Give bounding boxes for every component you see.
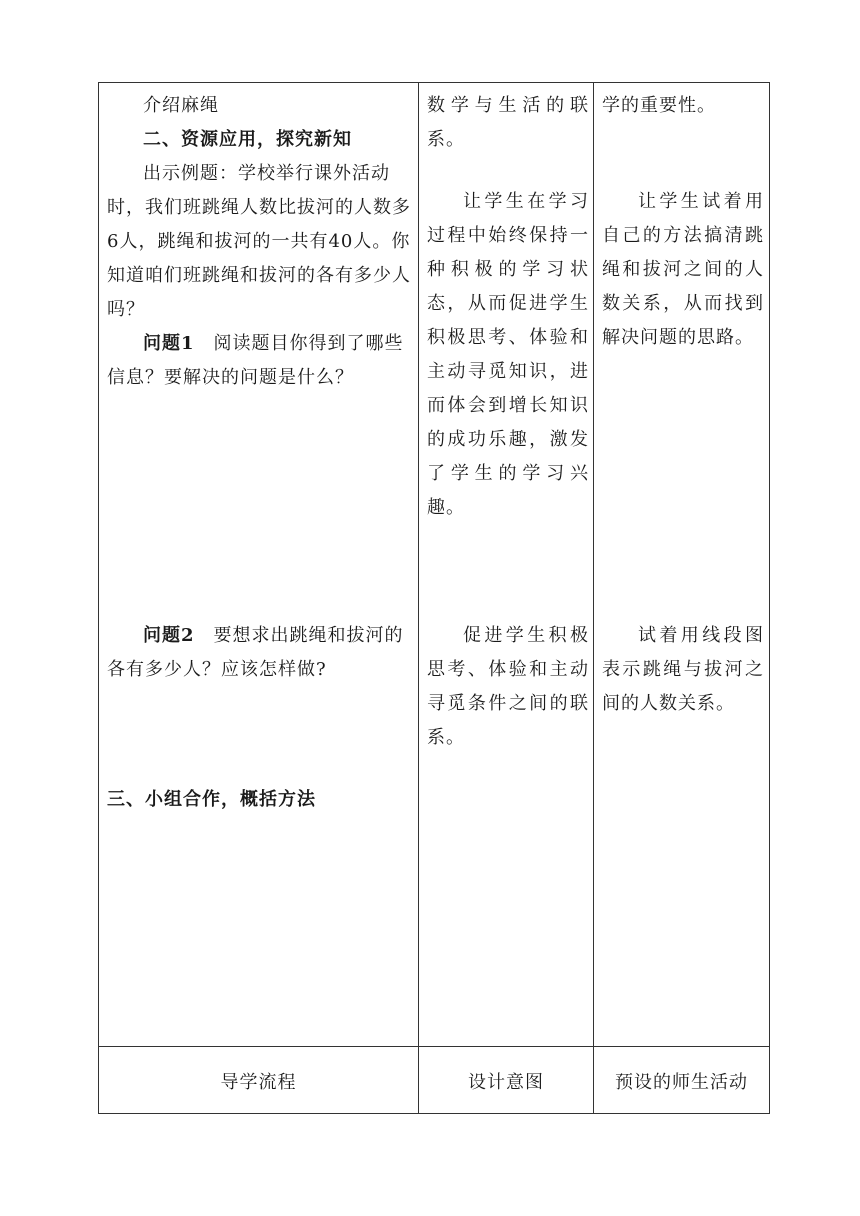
question2 (107, 619, 413, 687)
col3-block-middle (602, 185, 764, 355)
section2-heading: 二、资源应用，探究新知 (143, 129, 352, 150)
footer-col2: 设计意图 (468, 1071, 544, 1093)
col3-para3: 试着用线段图表示跳绳与拔河之间的人数关系。 (602, 625, 764, 714)
col1-block-top (107, 89, 413, 395)
footer-col1: 导学流程 (220, 1071, 297, 1093)
col3-block-top (602, 89, 764, 123)
col2-para1: 数学与生活的联系。 (427, 95, 589, 150)
col1-block-bottom (107, 783, 413, 817)
col3-block-bottom (602, 619, 764, 721)
col2-block-middle (427, 185, 589, 525)
intro-text: 介绍麻绳 (143, 95, 219, 116)
question1 (107, 327, 413, 395)
column-divider-1 (418, 83, 419, 1113)
question2-label: 问题2 (143, 625, 195, 646)
column-divider-2 (593, 83, 594, 1113)
question2-text: 要想求出跳绳和拔河的各有多少人？应该怎样做? (107, 625, 404, 680)
col1-block-middle (107, 619, 413, 687)
example-text: 出示例题：学校举行课外活动时，我们班跳绳人数比拔河的人数多6人，跳绳和拔河的一共有40人。你知道咱们班跳绳和拔河的各有多少人吗？ (107, 163, 411, 320)
col2-block-bottom (427, 619, 589, 755)
section3-heading: 三、小组合作，概括方法 (107, 789, 316, 810)
col2-para2: 让学生在学习过程中始终保持一种积极的学习状态，从而促进学生积极思考、体验和主动寻觅知识，进而体会到增长知识的成功乐趣，激发了学生的学习兴趣。 (427, 191, 589, 518)
question1-label: 问题1 (143, 333, 195, 354)
question1-text: 阅读题目你得到了哪些信息？要解决的问题是什么？ (107, 333, 404, 388)
col2-block-top (427, 89, 589, 157)
lesson-plan-table (98, 82, 770, 1114)
col2-para3: 促进学生积极思考、体验和主动寻觅条件之间的联系。 (427, 625, 589, 748)
footer-col3: 预设的师生活动 (615, 1071, 748, 1093)
col3-para2: 让学生试着用自己的方法搞清跳绳和拔河之间的人数关系，从而找到解决问题的思路。 (602, 191, 764, 348)
col3-para1: 学的重要性。 (602, 95, 716, 116)
